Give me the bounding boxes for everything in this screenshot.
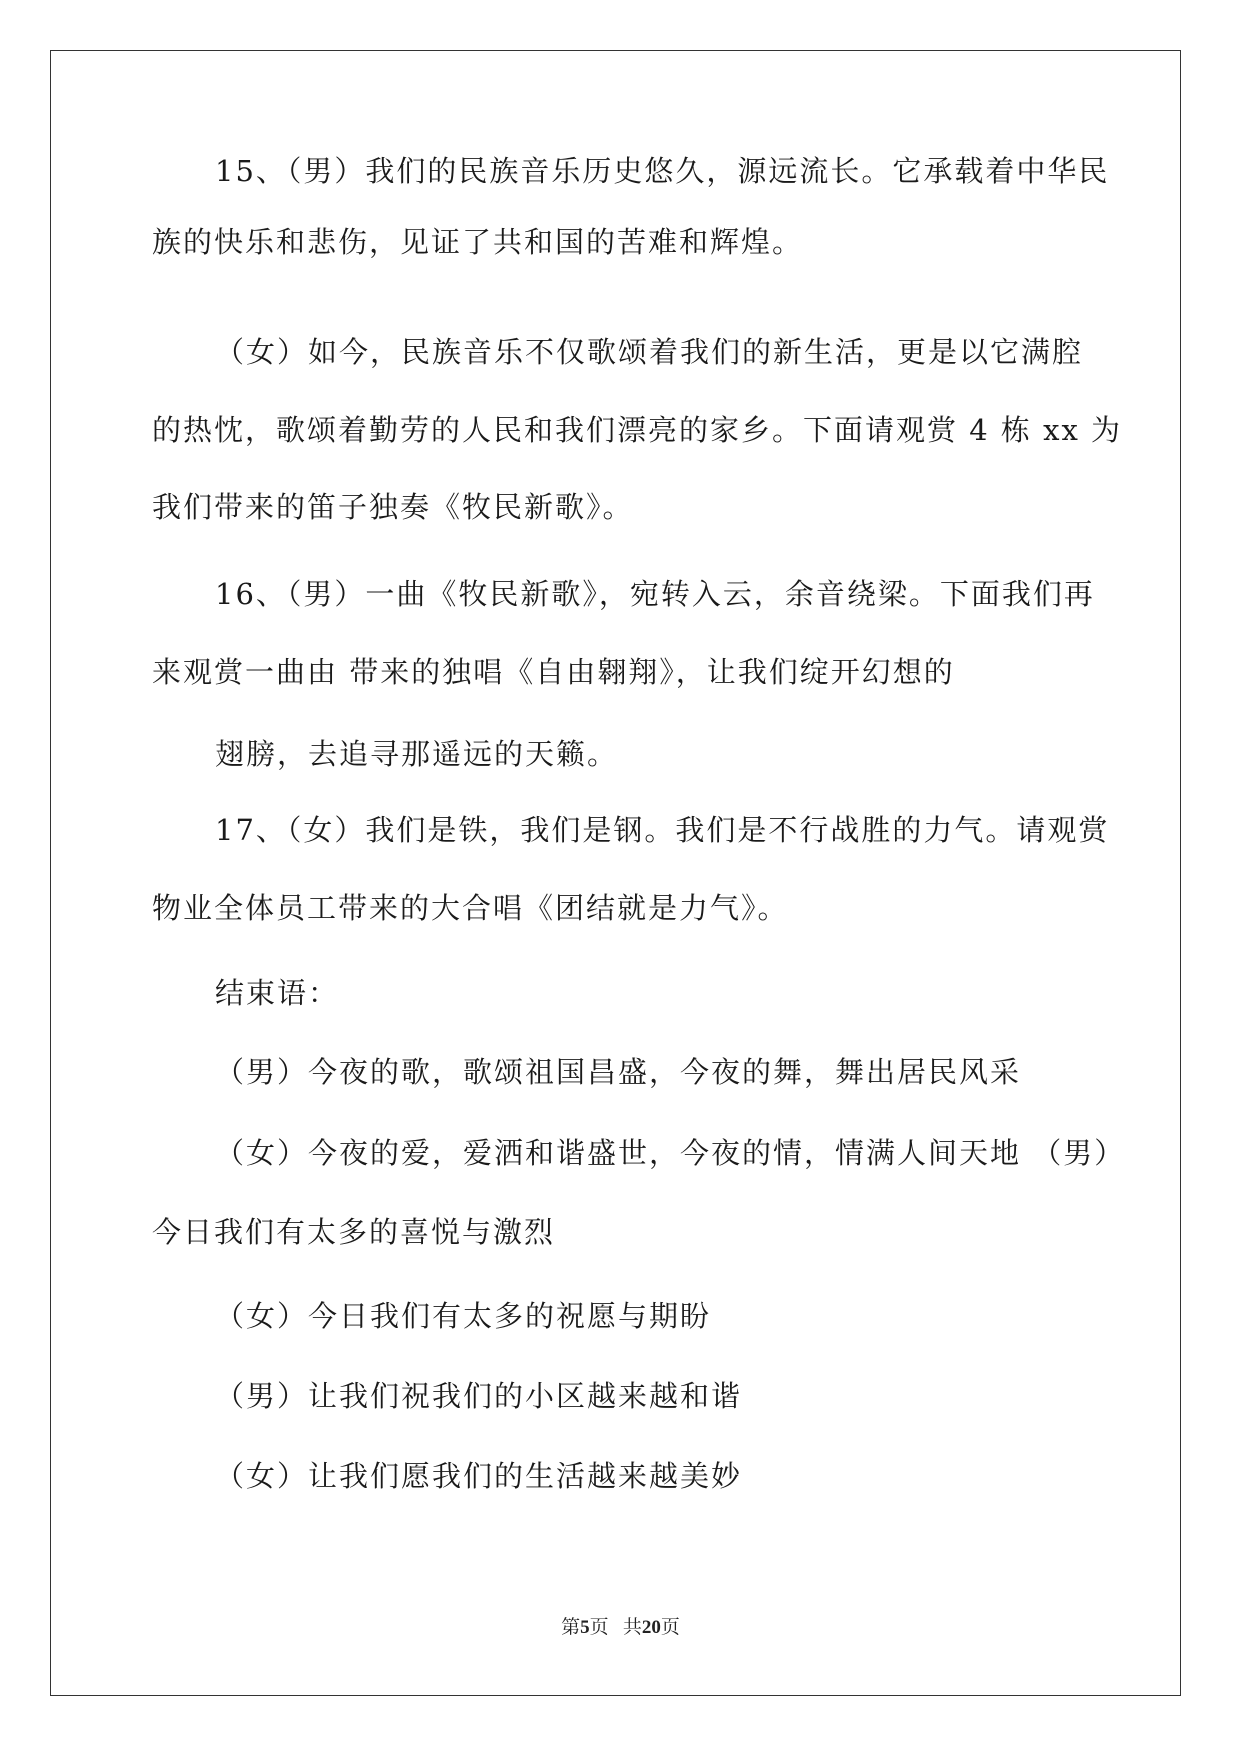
text-line: （女）今夜的爱，爱洒和谐盛世，今夜的情，情满人间天地 （男） bbox=[215, 1136, 1126, 1170]
text-line: 17、（女）我们是铁，我们是钢。我们是不行战胜的力气。请观赏 bbox=[215, 813, 1110, 847]
page-footer bbox=[0, 1612, 1241, 1639]
text-line: （男）让我们祝我们的小区越来越和谐 bbox=[215, 1379, 743, 1413]
text-line: 结束语： bbox=[215, 976, 340, 1010]
text-line: 今日我们有太多的喜悦与激烈 bbox=[152, 1215, 556, 1249]
text-line: 翅膀，去追寻那遥远的天籁。 bbox=[215, 737, 619, 771]
text-line: 族的快乐和悲伤，见证了共和国的苦难和辉煌。 bbox=[152, 225, 804, 259]
text-line: 物业全体员工带来的大合唱《团结就是力气》。 bbox=[152, 891, 789, 925]
text-line: 16、（男）一曲《牧民新歌》，宛转入云，余音绕梁。下面我们再 bbox=[215, 577, 1095, 611]
text-line: 来观赏一曲由 带来的独唱《自由翱翔》，让我们绽开幻想的 bbox=[152, 655, 955, 689]
text-line: （男）今夜的歌，歌颂祖国昌盛，今夜的舞，舞出居民风采 bbox=[215, 1055, 1022, 1089]
footer-suffix: 页 bbox=[660, 1617, 680, 1638]
footer-mid: 页 共 bbox=[589, 1617, 642, 1638]
text-line: （女）让我们愿我们的生活越来越美妙 bbox=[215, 1459, 743, 1493]
text-line: 的热忱，歌颂着勤劳的人民和我们漂亮的家乡。下面请观赏 4 栋 xx 为 bbox=[152, 413, 1123, 447]
text-line: （女）如今，民族音乐不仅歌颂着我们的新生活，更是以它满腔 bbox=[215, 335, 1084, 369]
footer-page-number: 5 bbox=[580, 1617, 590, 1638]
footer-total-pages: 20 bbox=[641, 1617, 661, 1638]
text-line: 15、（男）我们的民族音乐历史悠久，源远流长。它承载着中华民 bbox=[215, 154, 1110, 188]
page-border bbox=[50, 50, 1181, 1696]
text-line: （女）今日我们有太多的祝愿与期盼 bbox=[215, 1299, 712, 1333]
text-line: 我们带来的笛子独奏《牧民新歌》。 bbox=[152, 490, 634, 524]
footer-prefix: 第 bbox=[561, 1617, 581, 1638]
